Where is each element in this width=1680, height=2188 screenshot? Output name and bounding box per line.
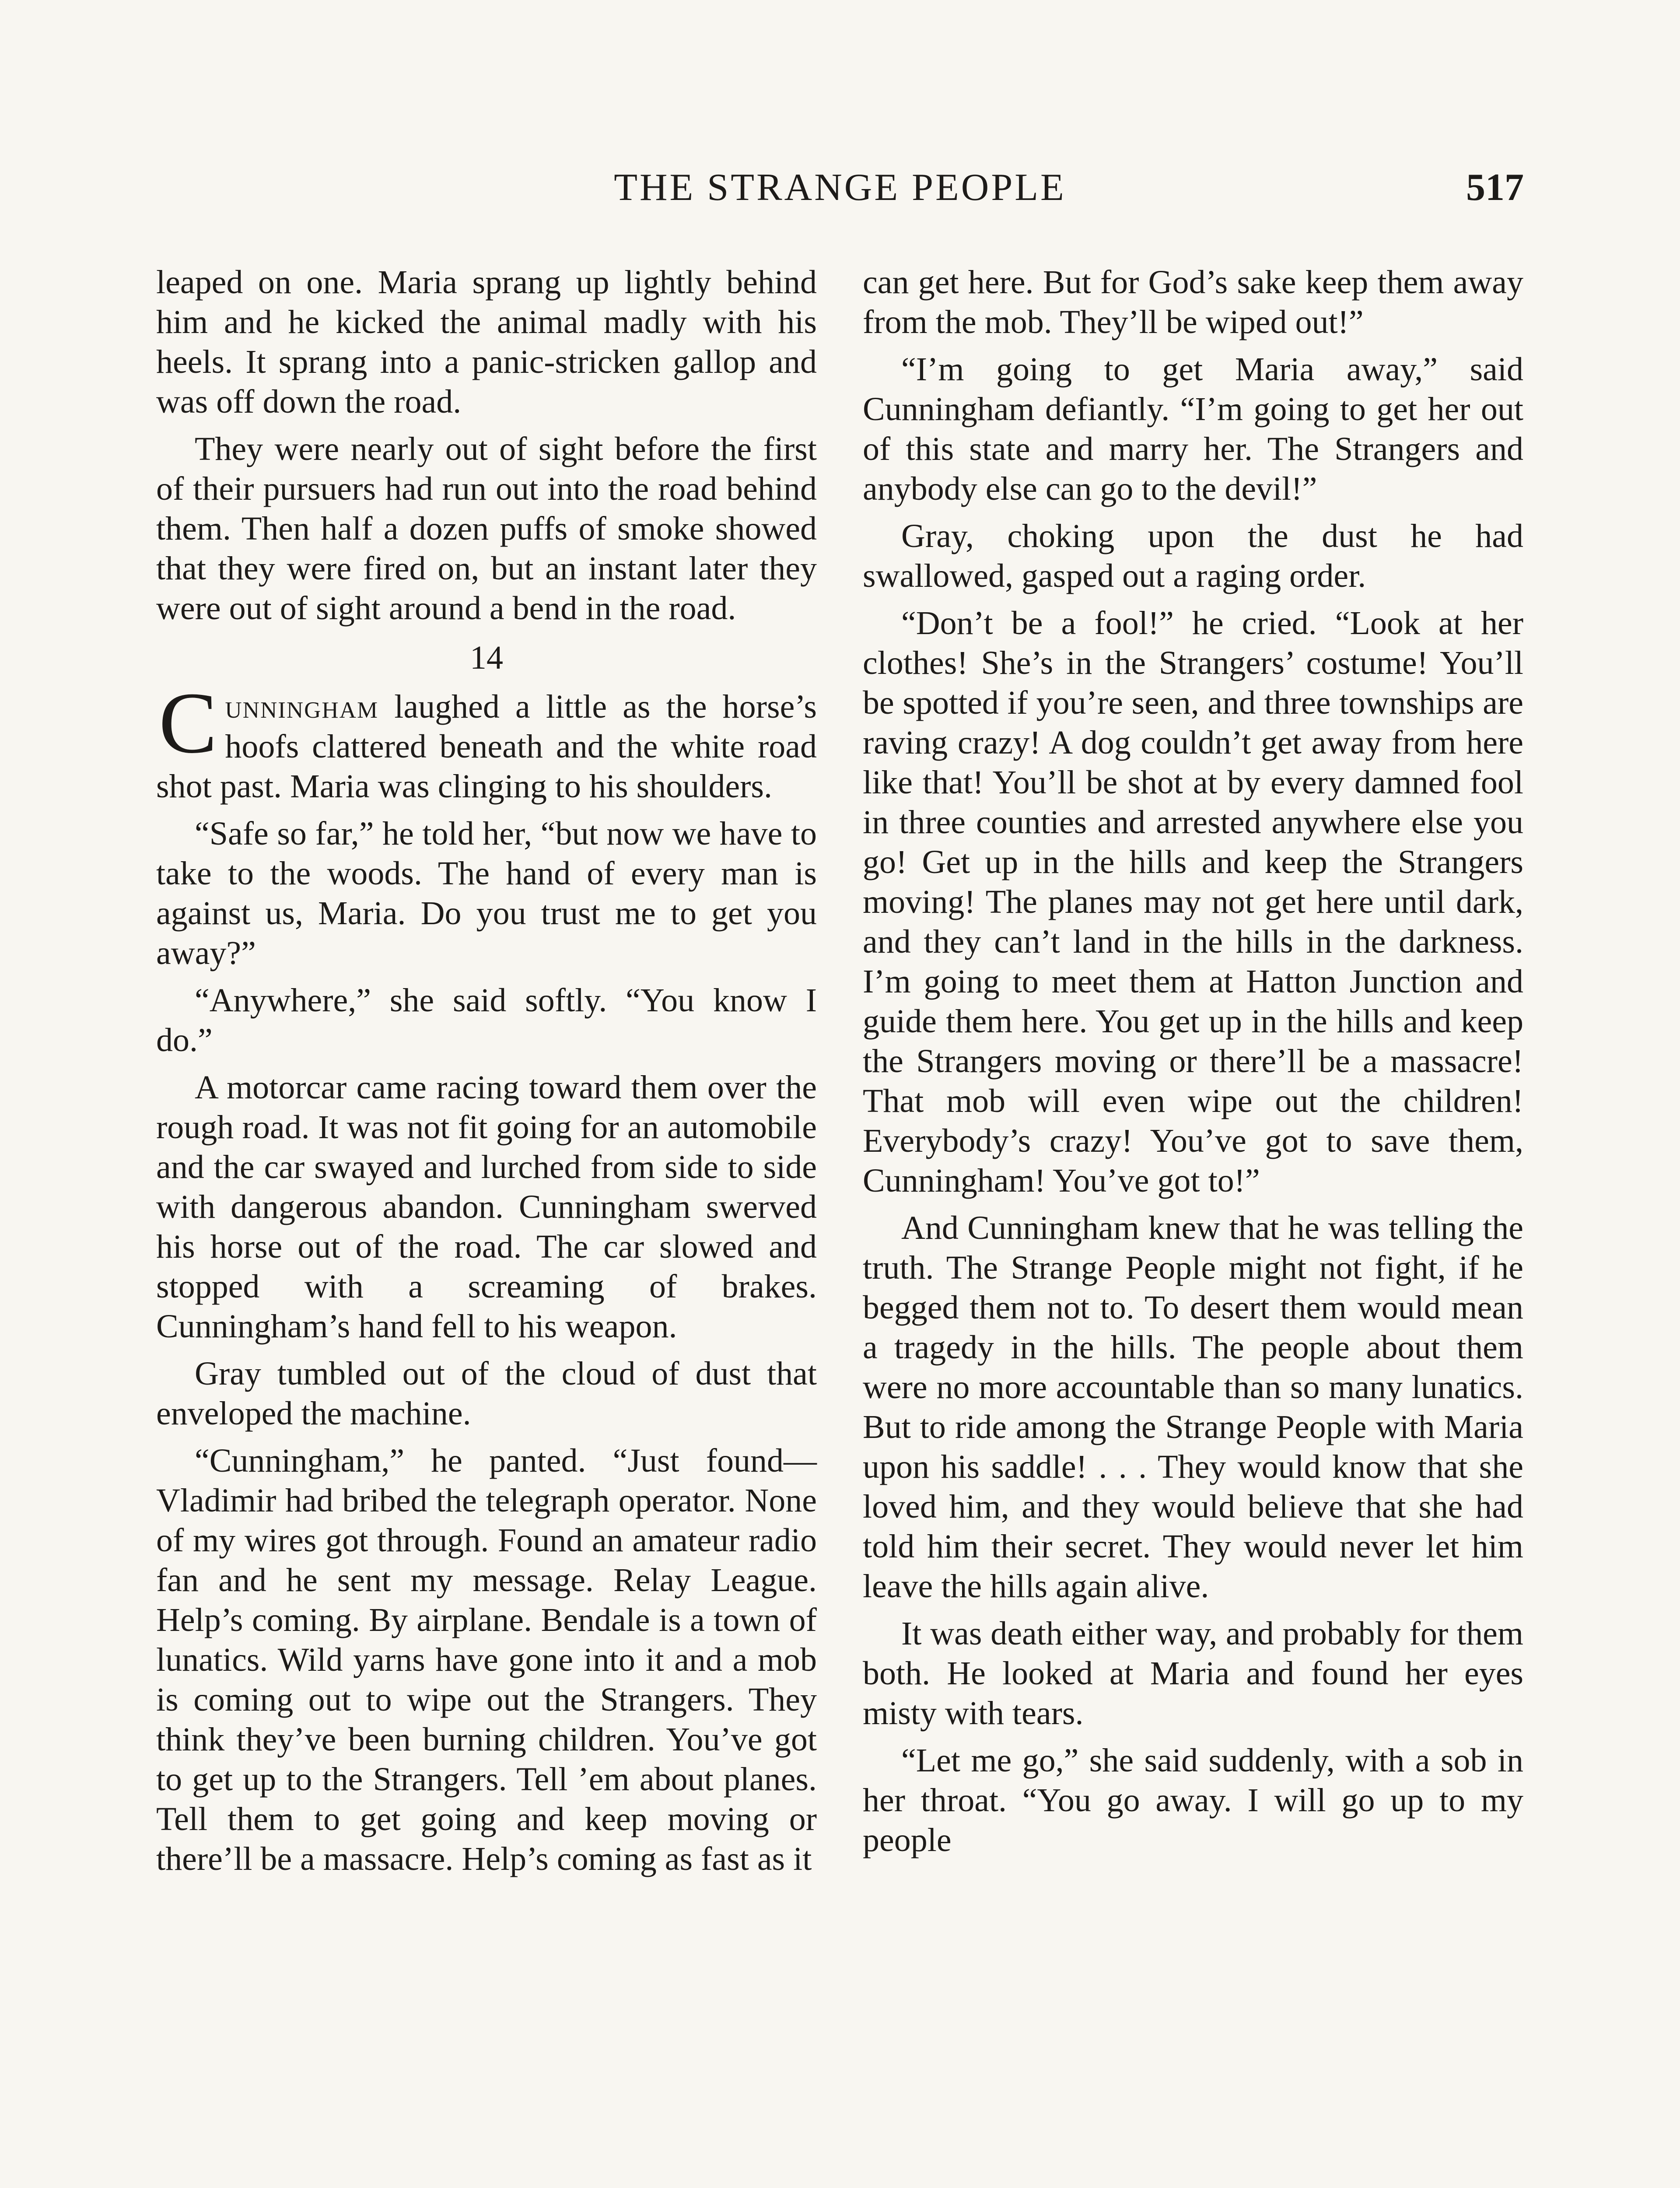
- right-column: [863, 263, 1523, 1868]
- running-head: [156, 164, 1524, 212]
- paragraph: A motorcar came racing toward them over the rough road. It was not fit going for an automobile and the car swayed and lurched from side to side with dangerous abandon. Cunningham swerved his horse out of the road. The car slowed and stopped with a screaming of brakes. Cunningham’s hand fell to his weapon.: [156, 1069, 817, 1345]
- page-number: 517: [1466, 166, 1524, 209]
- paragraph: “I’m going to get Maria away,” said Cunningham defiantly. “I’m going to get her out of this state and marry her. The Strangers and anybody else can go to the devil!”: [863, 351, 1523, 507]
- paragraph: Gray, choking upon the dust he had swallowed, gasped out a raging order.: [863, 518, 1523, 594]
- paragraph: They were nearly out of sight before the first of their pursuers had run out into the road behind them. Then half a dozen puffs of smoke showed that they were fired on, but an instant later they were out of sight around a bend in the road.: [156, 431, 817, 627]
- paragraph: And Cunningham knew that he was telling the truth. The Strange People might not fight, if he begged them not to. To desert them would mean a tragedy in the hills. The people about them were no more accountable than so many lunatics. But to ride among the Strange People with Maria upon his saddle! . . . They would know that she loved him, and they would believe that she had told him their secret. They would never let him leave the hills again alive.: [863, 1210, 1523, 1605]
- paragraph: leaped on one. Maria sprang up lightly behind him and he kicked the animal madly with his heels. It sprang into a panic-stricken gallop and was off down the road.: [156, 264, 817, 420]
- paragraph: can get here. But for God’s sake keep them away from the mob. They’ll be wiped out!”: [863, 264, 1523, 340]
- paragraph: “Anywhere,” she said softly. “You know I do.”: [156, 982, 817, 1059]
- paragraph-text: laughed a little as the horse’s hoofs clattered beneath and the white road shot past. Maria was clinging to his shoulders.: [156, 688, 817, 805]
- paragraph: “Cunningham,” he panted. “Just found—Vladimir had bribed the telegraph operator. None of my wires got through. Found an amateur radio fan and he sent my message. Relay League. Help’s coming. By airplane. Bendale is a town of lunatics. Wild yarns have gone into it and a mob is coming out to wipe out the Strangers. They think they’ve been burning children. You’ve got to get up to the Strangers. Tell ’em about planes. Tell them to get going and keep moving or there’ll be a massacre. Help’s coming as fast as it: [156, 1442, 817, 1877]
- running-title: THE STRANGE PEOPLE: [614, 166, 1066, 209]
- paragraph: It was death either way, and probably for them both. He looked at Maria and found her eyes misty with tears.: [863, 1615, 1523, 1732]
- paragraph: “Don’t be a fool!” he cried. “Look at her clothes! She’s in the Strangers’ costume! You’ll be spotted if you’re seen, and three townships are raving crazy! A dog couldn’t get away from here like that! You’ll be shot at by every damned fool in three counties and arrested anywhere else you go! Get up in the hills and keep the Strangers moving! The planes may not get here until dark, and they can’t land in the hills in the darkness. I’m going to meet them at Hatton Junction and guide them here. You get up in the hills and keep the Strangers moving or there’ll be a massacre! That mob will even wipe out the children! Everybody’s crazy! You’ve got to save them, Cunningham! You’ve got to!”: [863, 605, 1523, 1199]
- small-caps-word: unningham: [225, 688, 379, 725]
- paragraph: Gray tumbled out of the cloud of dust that enveloped the machine.: [156, 1355, 817, 1432]
- chapter-number: 14: [470, 639, 503, 676]
- chapter-opening-paragraph: [156, 675, 817, 806]
- paragraph: “Safe so far,” he told her, “but now we have to take to the woods. The hand of every man is against us, Maria. Do you trust me to get you away?”: [156, 815, 817, 971]
- left-column: [156, 263, 817, 1886]
- paragraph: “Let me go,” she said suddenly, with a sob in her throat. “You go away. I will go up to my people: [863, 1742, 1523, 1858]
- drop-cap: C: [159, 675, 217, 771]
